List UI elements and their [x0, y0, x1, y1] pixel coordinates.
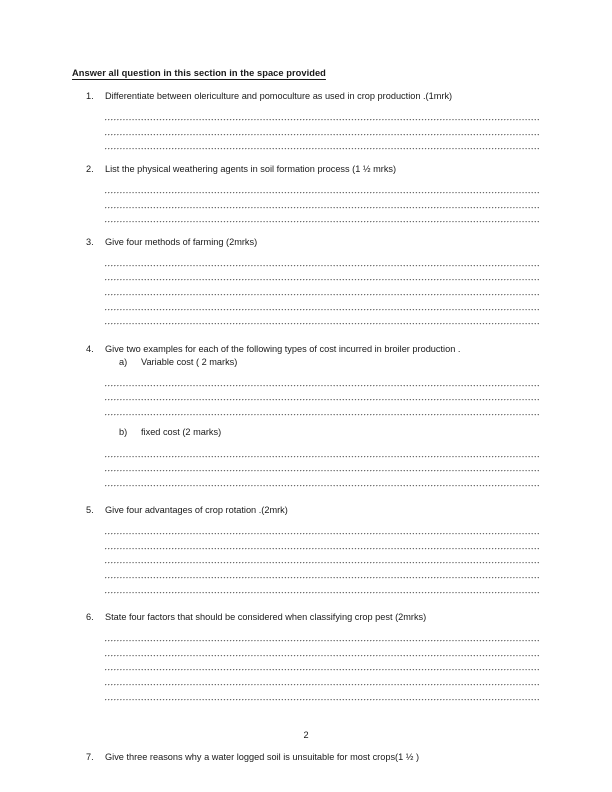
answer-line[interactable]	[105, 550, 540, 565]
answer-line[interactable]	[105, 296, 540, 311]
answer-area[interactable]	[105, 180, 540, 224]
question-text: Differentiate between olericulture and pomoculture as used in crop production .(1mrk)	[105, 91, 453, 101]
spacer	[0, 594, 612, 611]
question-item	[0, 90, 612, 151]
answer-line[interactable]	[105, 628, 540, 643]
spacer	[0, 224, 612, 236]
answer-line[interactable]	[105, 402, 540, 417]
subquestion-heading	[0, 356, 612, 369]
answer-line[interactable]	[105, 473, 540, 488]
question-number: 6.	[86, 612, 94, 623]
answer-line[interactable]	[105, 209, 540, 224]
subquestion-heading	[0, 426, 612, 439]
answer-line[interactable]	[105, 643, 540, 658]
answer-line[interactable]	[105, 373, 540, 388]
question-list	[0, 90, 612, 764]
question-number: 2.	[86, 163, 94, 174]
question-heading	[0, 163, 612, 176]
page-number: 2	[303, 730, 309, 740]
answer-line[interactable]	[105, 282, 540, 297]
question-heading	[0, 343, 612, 356]
subquestion-text: Variable cost ( 2 marks)	[141, 356, 238, 367]
answer-line[interactable]	[105, 579, 540, 594]
answer-area[interactable]	[105, 443, 540, 487]
question-item	[0, 504, 612, 594]
question-text: Give four advantages of crop rotation .(2mrk)	[105, 505, 288, 516]
answer-line[interactable]	[105, 136, 540, 151]
answer-line[interactable]	[105, 180, 540, 195]
question-number: 7.	[86, 752, 94, 763]
question-text: State four factors that should be considered when classifying crop pest (2mrks)	[105, 612, 427, 623]
subquestion-label: a)	[119, 356, 128, 367]
question-number: 1.	[86, 91, 94, 101]
question-text: Give four methods of farming (2mrks)	[105, 236, 258, 247]
answer-line[interactable]	[105, 536, 540, 551]
subquestion-text: fixed cost (2 marks)	[141, 427, 222, 438]
answer-area[interactable]	[105, 521, 540, 594]
answer-area[interactable]	[105, 628, 540, 701]
answer-line[interactable]	[105, 443, 540, 458]
question-heading	[0, 611, 612, 624]
section-heading: Answer all question in this section in the space provided	[72, 68, 326, 78]
answer-line[interactable]	[105, 458, 540, 473]
answer-line[interactable]	[105, 657, 540, 672]
question-number: 4.	[86, 343, 94, 354]
answer-line[interactable]	[105, 686, 540, 701]
spacer	[0, 487, 612, 504]
spacer	[0, 151, 612, 163]
answer-line[interactable]	[105, 194, 540, 209]
answer-line[interactable]	[105, 387, 540, 402]
question-text: List the physical weathering agents in soil formation process (1 ½ mrks)	[105, 163, 397, 174]
spacer	[0, 416, 612, 426]
question-text: Give three reasons why a water logged soil is unsuitable for most crops(1 ½ )	[105, 752, 420, 763]
answer-line[interactable]	[105, 253, 540, 268]
question-heading	[0, 504, 612, 517]
answer-line[interactable]	[105, 672, 540, 687]
answer-line[interactable]	[105, 565, 540, 580]
question-number: 5.	[86, 505, 94, 516]
question-item	[0, 163, 612, 224]
subquestion-label: b)	[119, 427, 128, 438]
question-text: Give two examples for each of the following types of cost incurred in broiler production .	[105, 343, 461, 354]
question-item	[0, 236, 612, 326]
answer-line[interactable]	[105, 267, 540, 282]
answer-area[interactable]	[105, 107, 540, 151]
answer-line[interactable]	[105, 107, 540, 122]
question-heading	[0, 90, 612, 103]
answer-area[interactable]	[105, 373, 540, 417]
answer-line[interactable]	[105, 122, 540, 137]
question-item	[0, 611, 612, 701]
answer-line[interactable]	[105, 521, 540, 536]
answer-area[interactable]	[105, 253, 540, 326]
question-number: 3.	[86, 236, 94, 247]
question-heading	[0, 751, 612, 764]
question-item	[0, 343, 612, 488]
spacer	[0, 701, 612, 751]
spacer	[0, 326, 612, 343]
answer-line[interactable]	[105, 311, 540, 326]
question-heading	[0, 236, 612, 249]
question-item	[0, 751, 612, 764]
